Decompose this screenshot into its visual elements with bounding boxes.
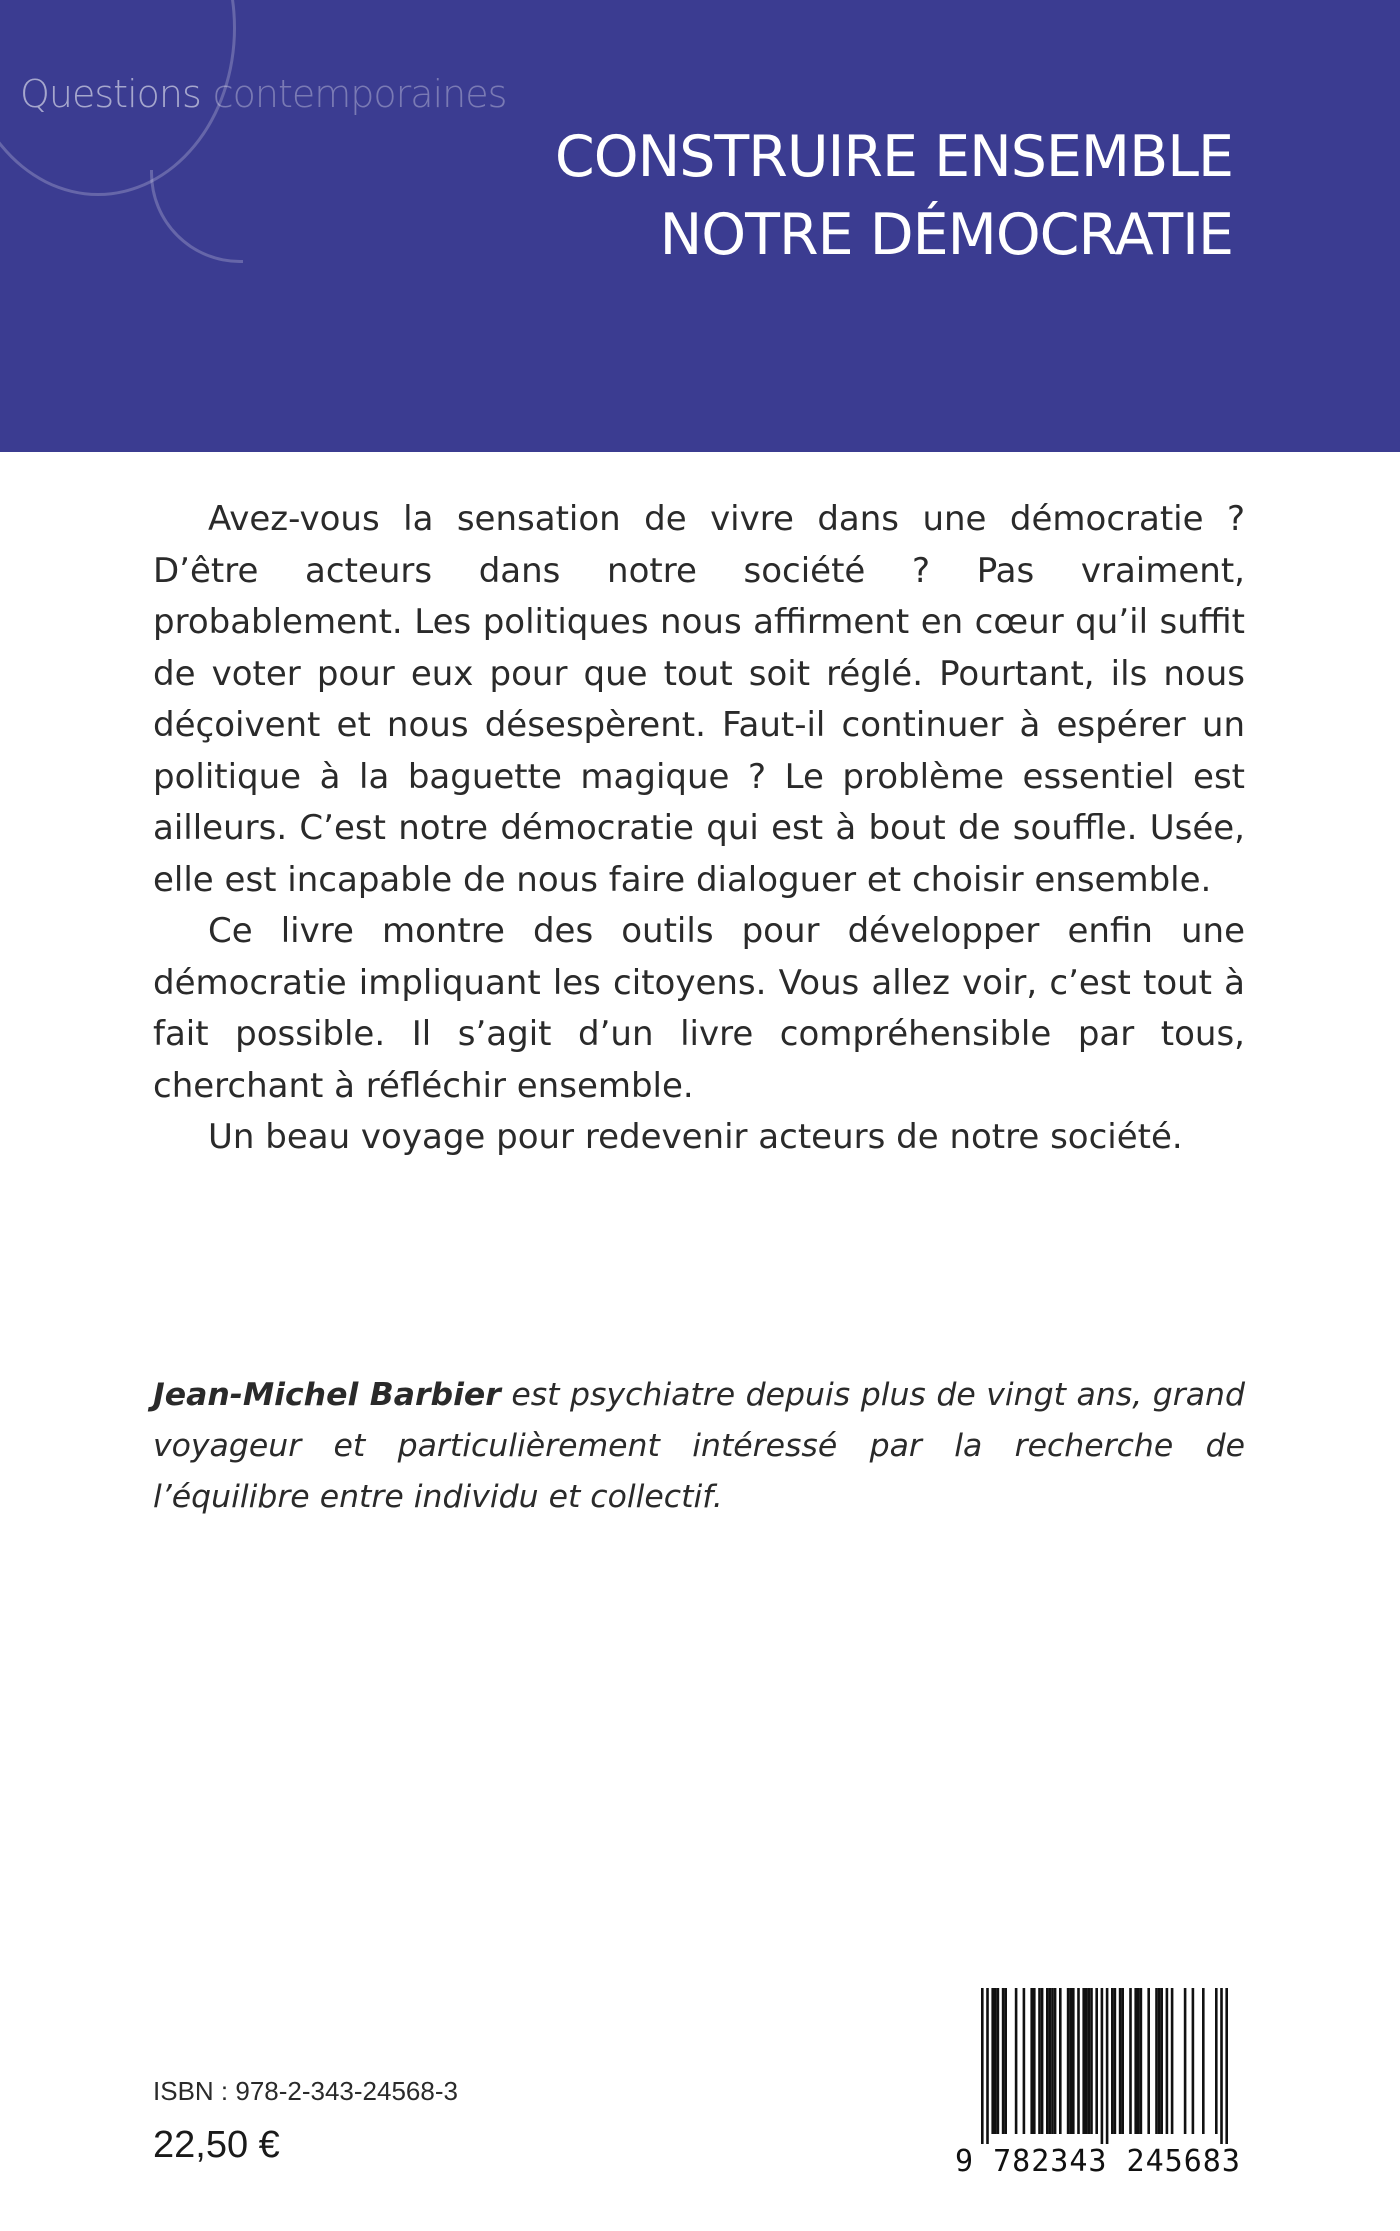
- barcode-bar: [1106, 1988, 1109, 2144]
- blurb-paragraph-1: Avez-vous la sensation de vivre dans une démocratie ? D’être acteurs dans notre société ? Pas vraiment, probablement. Les politiques nous affirment en cœur qu’il suffit de voter pour eux pour que tout soit réglé. Pourtant, ils nous déçoivent et nous désespèrent. Faut-il continuer à espérer un politique à la baguette magique ? Le problème essentiel est ailleurs. C’est notre démocratie qui est à bout de souffle. Usée, elle est incapable de nous faire dialoguer et choisir ensemble.: [153, 499, 1245, 900]
- barcode-bar: [1038, 1988, 1041, 2134]
- barcode-bar: [997, 1988, 1000, 2134]
- header-band: [0, 0, 1400, 452]
- barcode-bar: [1147, 1988, 1150, 2134]
- series-q-logo-tail: [150, 170, 243, 263]
- author-bio-text: est psychiatre depuis plus de vingt ans, grand voyageur et particulièrement intéressé par la recherche de l’équilibre entre individu et collectif.: [153, 1377, 1245, 1515]
- author-name: Jean-Michel Barbier: [153, 1377, 501, 1413]
- barcode-bar: [1121, 1988, 1124, 2134]
- barcode-bar: [1088, 1988, 1091, 2134]
- barcode-bar: [1215, 1988, 1218, 2134]
- barcode-bar: [1067, 1988, 1070, 2134]
- barcode-bar: [1059, 1988, 1062, 2134]
- barcode-bar: [1049, 1988, 1052, 2134]
- series-word-contemporaines: contemporaines: [212, 72, 507, 116]
- price-label: 22,50 €: [153, 2124, 280, 2166]
- barcode-bar: [1171, 1988, 1174, 2134]
- barcode-bar: [1134, 1988, 1137, 2134]
- barcode-bar: [1202, 1988, 1205, 2134]
- barcode-bar: [1111, 1988, 1114, 2134]
- barcode-bar: [1129, 1988, 1132, 2134]
- book-title-line-1: CONSTRUIRE ENSEMBLE: [554, 124, 1233, 190]
- barcode-bar: [1119, 1988, 1122, 2134]
- series-name: [20, 72, 506, 116]
- blurb-paragraph-2: Ce livre montre des outils pour développer enfin une démocratie impliquant les citoyens. Vous allez voir, c’est tout à fait possible. Il s’agit d’un livre compréhensible par tous, cherchant à réfléchir ensemble.: [153, 911, 1245, 1106]
- barcode-bar: [1041, 1988, 1044, 2134]
- barcode-bar: [1004, 1988, 1007, 2134]
- barcode-bar: [1015, 1988, 1018, 2134]
- barcode-bar: [1085, 1988, 1088, 2134]
- barcode-bar: [1030, 1988, 1033, 2134]
- barcode-bar: [1069, 1988, 1072, 2134]
- book-title: [555, 118, 1233, 274]
- barcode-bar: [1033, 1988, 1036, 2134]
- barcode-bar: [1077, 1988, 1080, 2134]
- barcode-bar: [1101, 1988, 1104, 2144]
- barcode-bar: [1046, 1988, 1049, 2134]
- isbn-label: ISBN : 978-2-343-24568-3: [153, 2076, 458, 2106]
- barcode-bar: [1192, 1988, 1195, 2134]
- barcode-bar: [1155, 1988, 1158, 2134]
- barcode-bar: [1114, 1988, 1117, 2134]
- barcode-digits: 9 782343 245683: [955, 2144, 1241, 2179]
- barcode-bar: [1090, 1988, 1093, 2134]
- barcode-bar: [1137, 1988, 1140, 2134]
- barcode-bar: [1184, 1988, 1187, 2134]
- barcode-bar: [994, 1988, 997, 2134]
- author-bio: [153, 1370, 1245, 1523]
- barcode-bar: [1095, 1988, 1098, 2134]
- barcode: [955, 1988, 1241, 2190]
- barcode-bar: [1051, 1988, 1054, 2134]
- blurb-paragraph-3: Un beau voyage pour redevenir acteurs de notre société.: [208, 1117, 1183, 1157]
- barcode-bar: [1082, 1988, 1085, 2134]
- barcode-bar: [1166, 1988, 1169, 2134]
- barcode-bar: [1072, 1988, 1075, 2134]
- back-cover-blurb: [153, 494, 1245, 1164]
- barcode-bar: [981, 1988, 984, 2144]
- barcode-bar: [1002, 1988, 1005, 2134]
- barcode-bar: [1220, 1988, 1223, 2144]
- barcode-bar: [1023, 1988, 1026, 2134]
- series-word-questions: Questions: [20, 72, 201, 116]
- barcode-bar: [991, 1988, 994, 2134]
- barcode-bar: [1225, 1988, 1228, 2144]
- barcode-bar: [1158, 1988, 1161, 2134]
- barcode-bar: [1160, 1988, 1163, 2134]
- book-title-line-2: NOTRE DÉMOCRATIE: [659, 202, 1233, 268]
- barcode-bar: [1140, 1988, 1143, 2134]
- barcode-bar: [986, 1988, 989, 2144]
- barcode-bars: [955, 1988, 1241, 2144]
- barcode-bar: [1054, 1988, 1057, 2134]
